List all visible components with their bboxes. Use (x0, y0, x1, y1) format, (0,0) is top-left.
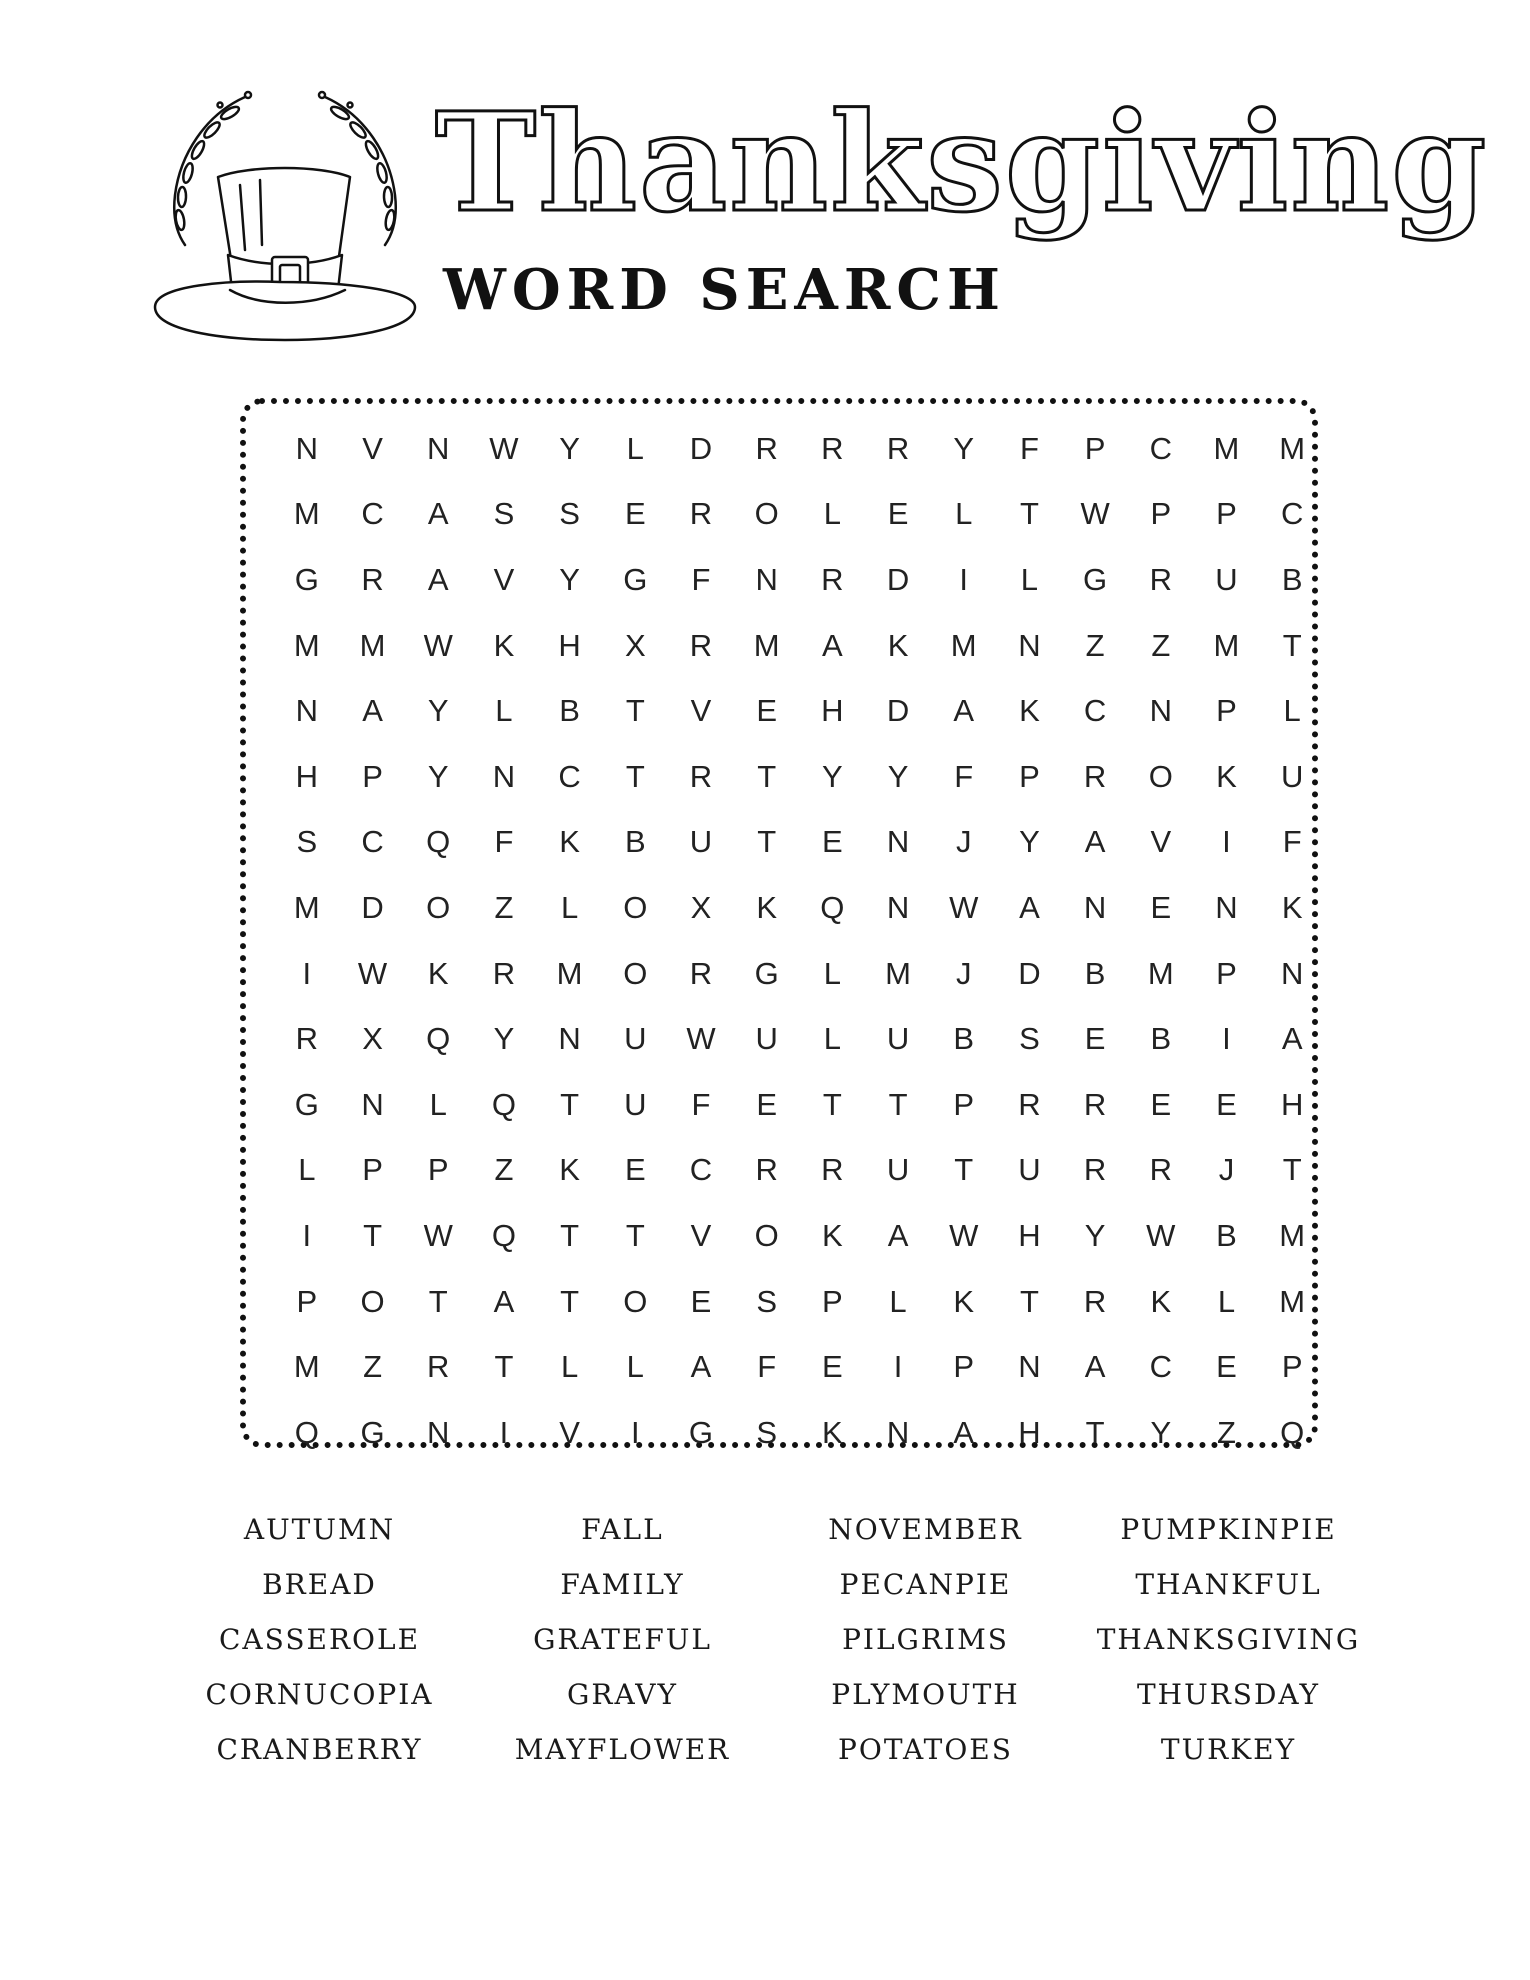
grid-letter[interactable]: I (499, 1414, 509, 1450)
grid-letter[interactable]: H (1280, 1086, 1304, 1122)
grid-letter[interactable]: T (1282, 627, 1302, 663)
word-list-item: BREAD (262, 1568, 377, 1601)
grid-letter[interactable]: P (1019, 758, 1040, 794)
grid-letter[interactable]: W (1146, 1217, 1176, 1253)
grid-letter[interactable]: P (427, 1152, 449, 1188)
grid-letter[interactable]: L (626, 1349, 644, 1385)
grid-letter[interactable]: A (427, 561, 449, 597)
grid-letter[interactable]: Y (427, 693, 449, 729)
grid-letter[interactable]: R (492, 955, 516, 991)
grid-letter[interactable]: P (1281, 1349, 1303, 1385)
grid-letter[interactable]: F (691, 561, 711, 597)
grid-letter[interactable]: E (1150, 889, 1172, 925)
grid-letter[interactable]: C (689, 1152, 713, 1188)
word-list-item: AUTUMN (243, 1513, 396, 1546)
grid-letter[interactable]: A (822, 627, 843, 663)
grid-letter[interactable]: X (624, 627, 646, 663)
letter-grid (274, 416, 1325, 1466)
grid-letter[interactable]: O (754, 1217, 779, 1253)
grid-letter[interactable]: L (626, 430, 644, 466)
grid-letter[interactable]: W (423, 627, 453, 663)
grid-letter[interactable]: W (489, 430, 519, 466)
grid-letter[interactable]: R (689, 758, 713, 794)
grid-letter[interactable]: G (688, 1414, 714, 1450)
grid-letter[interactable]: I (1222, 1021, 1231, 1057)
grid-letter[interactable]: C (1149, 1349, 1172, 1385)
grid-letter[interactable]: T (1085, 1414, 1105, 1450)
grid-letter[interactable]: S (559, 496, 580, 532)
grid-letter[interactable]: R (361, 561, 384, 597)
grid-letter[interactable]: V (690, 693, 712, 729)
grid-letter[interactable]: U (755, 1021, 778, 1057)
word-list-item: PUMPKINPIE (1120, 1513, 1337, 1546)
grid-letter[interactable]: I (893, 1349, 903, 1385)
grid-letter[interactable]: N (1215, 889, 1238, 925)
word-list-item: GRATEFUL (533, 1623, 712, 1656)
grid-letter[interactable]: D (689, 430, 713, 466)
grid-letter[interactable]: O (623, 1283, 648, 1319)
grid-letter[interactable]: T (954, 1152, 974, 1188)
grid-letter[interactable]: K (427, 955, 449, 991)
grid-letter[interactable]: Y (1150, 1414, 1172, 1450)
grid-letter[interactable]: L (1020, 561, 1039, 597)
grid-letter[interactable]: N (1083, 889, 1107, 925)
grid-letter[interactable]: L (1217, 1283, 1236, 1319)
grid-letter[interactable]: N (1280, 955, 1304, 991)
grid-letter[interactable]: A (1084, 1349, 1106, 1385)
grid-letter[interactable]: M (1279, 1283, 1306, 1319)
grid-letter[interactable]: K (822, 1217, 843, 1253)
grid-letter[interactable]: O (623, 955, 648, 991)
grid-letter[interactable]: Z (1217, 1414, 1236, 1450)
grid-letter[interactable]: T (428, 1283, 448, 1319)
grid-letter[interactable]: F (954, 758, 974, 794)
grid-letter[interactable]: I (1222, 824, 1231, 860)
grid-letter[interactable]: S (756, 1283, 777, 1319)
grid-letter[interactable]: R (755, 1152, 778, 1188)
grid-letter[interactable]: Q (820, 889, 845, 925)
grid-letter[interactable]: D (361, 889, 384, 925)
grid-letter[interactable]: P (362, 1152, 383, 1188)
word-list-item: FAMILY (560, 1568, 685, 1601)
grid-letter[interactable]: E (822, 824, 843, 860)
grid-letter[interactable]: N (1149, 693, 1172, 729)
grid-letter[interactable]: A (690, 1349, 712, 1385)
word-list-item: CASSEROLE (218, 1623, 421, 1656)
grid-letter[interactable]: M (950, 627, 977, 663)
grid-letter[interactable]: M (293, 889, 320, 925)
grid-letter[interactable]: G (294, 1086, 319, 1122)
grid-letter[interactable]: A (953, 1414, 975, 1450)
grid-letter[interactable]: E (624, 496, 646, 532)
grid-letter[interactable]: Y (1084, 1217, 1106, 1253)
grid-letter[interactable]: L (560, 889, 579, 925)
grid-letter[interactable]: U (886, 1152, 910, 1188)
grid-letter[interactable]: L (1283, 693, 1301, 729)
grid-letter[interactable]: N (1018, 1349, 1041, 1385)
word-list-item: THANKSGIVING (1096, 1623, 1361, 1656)
grid-letter[interactable]: R (821, 430, 844, 466)
grid-letter[interactable]: E (624, 1152, 646, 1188)
grid-letter[interactable]: K (1019, 693, 1040, 729)
grid-letter[interactable]: W (423, 1217, 453, 1253)
grid-letter[interactable]: H (558, 627, 581, 663)
grid-letter[interactable]: M (556, 955, 583, 991)
grid-letter[interactable]: P (953, 1086, 975, 1122)
grid-letter[interactable]: T (1282, 1152, 1302, 1188)
grid-letter[interactable]: V (493, 561, 515, 597)
grid-letter[interactable]: R (1083, 1283, 1107, 1319)
grid-letter[interactable]: B (953, 1021, 975, 1057)
grid-letter[interactable]: X (362, 1021, 383, 1057)
grid-letter[interactable]: F (1282, 824, 1302, 860)
puzzle-frame (240, 398, 1318, 1448)
grid-letter[interactable]: S (493, 496, 515, 532)
grid-letter[interactable]: S (1019, 1021, 1040, 1057)
grid-letter[interactable]: W (686, 1021, 716, 1057)
grid-letter[interactable]: K (887, 627, 909, 663)
grid-letter[interactable]: P (953, 1349, 975, 1385)
grid-letter[interactable]: T (560, 1283, 580, 1319)
grid-letter[interactable]: E (1150, 1086, 1172, 1122)
grid-letter[interactable]: N (1018, 627, 1041, 663)
grid-letter[interactable]: F (691, 1086, 711, 1122)
grid-letter[interactable]: T (560, 1086, 580, 1122)
grid-letter[interactable]: P (1084, 430, 1106, 466)
grid-letter[interactable]: Q (426, 824, 451, 860)
grid-letter[interactable]: N (558, 1021, 581, 1057)
grid-letter[interactable]: Q (491, 1217, 516, 1253)
grid-letter[interactable]: D (886, 693, 910, 729)
grid-letter[interactable]: T (757, 824, 777, 860)
grid-letter[interactable]: N (361, 1086, 384, 1122)
grid-letter[interactable]: A (1281, 1021, 1303, 1057)
grid-letter[interactable]: A (887, 1217, 909, 1253)
grid-letter[interactable]: R (1083, 1086, 1107, 1122)
grid-letter[interactable]: W (949, 1217, 979, 1253)
grid-letter[interactable]: Y (822, 758, 843, 794)
grid-letter[interactable]: L (823, 496, 841, 532)
grid-letter[interactable]: R (689, 496, 713, 532)
grid-letter[interactable]: R (1018, 1086, 1041, 1122)
grid-letter[interactable]: T (625, 693, 645, 729)
grid-letter[interactable]: T (888, 1086, 908, 1122)
grid-letter[interactable]: B (1150, 1021, 1172, 1057)
grid-letter[interactable]: V (362, 430, 383, 466)
word-list (168, 1502, 1380, 1777)
grid-letter[interactable]: U (886, 1021, 910, 1057)
pilgrim-hat-icon (150, 85, 420, 345)
grid-letter[interactable]: R (1149, 1152, 1172, 1188)
grid-letter[interactable]: K (1150, 1283, 1172, 1319)
grid-letter[interactable]: O (360, 1283, 385, 1319)
grid-letter[interactable]: T (625, 758, 645, 794)
word-list-item: GRAVY (567, 1678, 678, 1711)
grid-letter[interactable]: V (559, 1414, 580, 1450)
grid-letter[interactable]: M (293, 1349, 320, 1385)
grid-letter[interactable]: Y (953, 430, 975, 466)
grid-letter[interactable]: U (689, 824, 713, 860)
grid-letter[interactable]: K (493, 627, 515, 663)
grid-letter[interactable]: H (1018, 1217, 1041, 1253)
grid-letter[interactable]: Y (493, 1021, 515, 1057)
grid-letter[interactable]: M (885, 955, 911, 991)
grid-letter[interactable]: E (690, 1283, 712, 1319)
grid-letter[interactable]: X (690, 889, 712, 925)
grid-letter[interactable]: M (1213, 627, 1240, 663)
word-list-item: CORNUCOPIA (205, 1678, 434, 1711)
grid-letter[interactable]: O (1148, 758, 1173, 794)
grid-letter[interactable]: H (821, 693, 844, 729)
grid-letter[interactable]: Y (559, 561, 580, 597)
word-list-item: MAYFLOWER (514, 1733, 731, 1766)
grid-letter[interactable]: A (493, 1283, 515, 1319)
grid-letter[interactable]: N (886, 824, 910, 860)
grid-letter[interactable]: L (429, 1086, 447, 1122)
word-list-item: NOVEMBER (828, 1513, 1023, 1546)
grid-letter[interactable]: R (1083, 758, 1107, 794)
grid-letter[interactable]: E (1216, 1086, 1237, 1122)
grid-letter[interactable]: S (296, 824, 318, 860)
grid-letter[interactable]: K (756, 889, 777, 925)
grid-letter[interactable]: G (623, 561, 648, 597)
grid-letter[interactable]: B (1216, 1217, 1237, 1253)
grid-letter[interactable]: M (753, 627, 780, 663)
grid-letter[interactable]: G (360, 1414, 385, 1450)
grid-letter[interactable]: R (689, 627, 713, 663)
grid-letter[interactable]: T (1019, 1283, 1039, 1319)
grid-letter[interactable]: P (1216, 693, 1237, 729)
grid-letter[interactable]: K (1281, 889, 1303, 925)
grid-letter[interactable]: B (1084, 955, 1106, 991)
grid-letter[interactable]: R (821, 1152, 844, 1188)
grid-letter[interactable]: W (949, 889, 979, 925)
word-list-item: THANKFUL (1135, 1568, 1322, 1601)
grid-letter[interactable]: Q (491, 1086, 516, 1122)
grid-letter[interactable]: N (427, 1414, 450, 1450)
grid-letter[interactable]: K (953, 1283, 975, 1319)
grid-letter[interactable]: E (822, 1349, 843, 1385)
grid-letter[interactable]: Q (1280, 1414, 1305, 1450)
grid-letter[interactable]: T (1019, 496, 1039, 532)
word-list-item: TURKEY (1160, 1733, 1297, 1766)
grid-letter[interactable]: Y (887, 758, 909, 794)
grid-letter[interactable]: T (363, 1217, 382, 1253)
grid-letter[interactable]: A (362, 693, 383, 729)
grid-letter[interactable]: B (559, 693, 580, 729)
grid-letter[interactable]: A (427, 496, 449, 532)
grid-letter[interactable]: F (1019, 430, 1039, 466)
page-subtitle: WORD SEARCH (443, 257, 1006, 323)
grid-letter[interactable]: K (1216, 758, 1237, 794)
grid-letter[interactable]: E (1216, 1349, 1237, 1385)
grid-letter[interactable]: R (689, 955, 713, 991)
grid-letter[interactable]: P (362, 758, 383, 794)
grid-letter[interactable]: P (296, 1283, 318, 1319)
grid-letter[interactable]: B (624, 824, 646, 860)
grid-letter[interactable]: L (823, 1021, 841, 1057)
grid-letter[interactable]: Q (294, 1414, 319, 1450)
grid-letter[interactable]: G (1083, 561, 1108, 597)
grid-letter[interactable]: W (1080, 496, 1110, 532)
grid-letter[interactable]: N (295, 693, 319, 729)
word-list-item: PECANPIE (839, 1568, 1012, 1601)
grid-letter[interactable]: N (886, 1414, 910, 1450)
grid-letter[interactable]: O (754, 496, 779, 532)
grid-letter[interactable]: T (625, 1217, 645, 1253)
grid-letter[interactable]: R (295, 1021, 319, 1057)
word-list-item: THURSDAY (1137, 1678, 1320, 1711)
grid-letter[interactable]: S (756, 1414, 777, 1450)
grid-letter[interactable]: E (887, 496, 909, 532)
grid-letter[interactable]: L (560, 1349, 579, 1385)
grid-letter[interactable]: C (361, 496, 384, 532)
grid-letter[interactable]: P (1216, 955, 1237, 991)
grid-letter[interactable]: I (959, 561, 969, 597)
grid-letter[interactable]: K (822, 1414, 843, 1450)
page-title: Thanksgiving (435, 83, 1489, 243)
page-header (150, 83, 1489, 345)
grid-letter[interactable]: J (955, 824, 972, 860)
grid-letter[interactable]: B (1281, 561, 1303, 597)
grid-letter[interactable]: L (955, 496, 973, 532)
grid-letter[interactable]: E (756, 693, 777, 729)
grid-letter[interactable]: N (886, 889, 910, 925)
word-list-item: PLYMOUTH (831, 1678, 1020, 1711)
grid-letter[interactable]: A (1084, 824, 1106, 860)
grid-letter[interactable]: P (1150, 496, 1172, 532)
grid-letter[interactable]: U (624, 1086, 647, 1122)
grid-letter[interactable]: Y (1019, 824, 1040, 860)
grid-letter[interactable]: H (1018, 1414, 1041, 1450)
word-list-item: FALL (581, 1513, 664, 1546)
grid-letter[interactable]: M (1147, 955, 1174, 991)
grid-letter[interactable]: G (754, 955, 779, 991)
grid-letter[interactable]: R (755, 430, 778, 466)
grid-letter[interactable]: M (293, 496, 320, 532)
grid-letter[interactable]: C (1149, 430, 1172, 466)
grid-letter[interactable]: R (427, 1349, 450, 1385)
grid-letter[interactable]: J (1218, 1152, 1235, 1188)
grid-letter[interactable]: R (1149, 561, 1172, 597)
grid-letter[interactable]: Z (494, 889, 514, 925)
grid-letter[interactable]: K (559, 1152, 580, 1188)
grid-letter[interactable]: D (1018, 955, 1041, 991)
grid-letter[interactable]: U (624, 1021, 647, 1057)
grid-letter[interactable]: C (1083, 693, 1107, 729)
grid-letter[interactable]: N (492, 758, 516, 794)
grid-letter[interactable]: Z (363, 1349, 382, 1385)
grid-letter[interactable]: T (822, 1086, 842, 1122)
grid-letter[interactable]: L (298, 1152, 316, 1188)
grid-letter[interactable]: R (1083, 1152, 1107, 1188)
grid-letter[interactable]: C (1280, 496, 1304, 532)
grid-letter[interactable]: L (889, 1283, 907, 1319)
grid-letter[interactable]: U (1018, 1152, 1041, 1188)
grid-letter[interactable]: R (821, 561, 844, 597)
grid-letter[interactable]: T (494, 1349, 514, 1385)
grid-letter[interactable]: L (495, 693, 513, 729)
grid-letter[interactable]: R (886, 430, 910, 466)
grid-letter[interactable]: M (1279, 1217, 1306, 1253)
grid-letter[interactable]: T (560, 1217, 580, 1253)
grid-letter[interactable]: C (361, 824, 384, 860)
grid-letter[interactable]: Q (426, 1021, 451, 1057)
grid-letter[interactable]: Z (1151, 627, 1171, 663)
grid-letter[interactable]: E (1084, 1021, 1106, 1057)
grid-letter[interactable]: P (1216, 496, 1237, 532)
grid-letter[interactable]: Z (1085, 627, 1105, 663)
grid-letter[interactable]: P (822, 1283, 843, 1319)
grid-letter[interactable]: N (295, 430, 319, 466)
grid-letter[interactable]: J (955, 955, 972, 991)
grid-letter[interactable]: F (757, 1349, 777, 1385)
grid-letter[interactable]: G (294, 561, 319, 597)
grid-letter[interactable]: U (1215, 561, 1238, 597)
grid-letter[interactable]: M (359, 627, 386, 663)
grid-letter[interactable]: C (558, 758, 581, 794)
grid-letter[interactable]: E (756, 1086, 777, 1122)
grid-letter[interactable]: W (357, 955, 388, 991)
grid-letter[interactable]: L (823, 955, 841, 991)
grid-letter[interactable]: I (630, 1414, 640, 1450)
grid-letter[interactable]: K (559, 824, 580, 860)
grid-letter[interactable]: F (494, 824, 514, 860)
word-list-item: POTATOES (838, 1733, 1013, 1766)
grid-letter[interactable]: N (427, 430, 450, 466)
grid-letter[interactable]: U (1280, 758, 1304, 794)
grid-letter[interactable]: M (293, 627, 320, 663)
grid-letter[interactable]: Y (559, 430, 580, 466)
grid-letter[interactable]: Y (427, 758, 449, 794)
grid-letter[interactable]: V (690, 1217, 712, 1253)
grid-letter[interactable]: O (426, 889, 451, 925)
grid-letter[interactable]: A (1019, 889, 1040, 925)
grid-letter[interactable]: H (295, 758, 319, 794)
grid-letter[interactable]: Z (494, 1152, 514, 1188)
word-list-item: PILGRIMS (842, 1623, 1009, 1656)
word-list-item: CRANBERRY (216, 1733, 423, 1766)
grid-letter[interactable]: I (302, 955, 312, 991)
grid-letter[interactable]: M (1279, 430, 1306, 466)
grid-letter[interactable]: A (953, 693, 975, 729)
grid-letter[interactable]: I (302, 1217, 312, 1253)
grid-letter[interactable]: T (757, 758, 777, 794)
grid-letter[interactable]: N (755, 561, 778, 597)
grid-letter[interactable]: M (1213, 430, 1240, 466)
grid-letter[interactable]: D (886, 561, 910, 597)
grid-letter[interactable]: V (1150, 824, 1172, 860)
grid-letter[interactable]: O (623, 889, 648, 925)
